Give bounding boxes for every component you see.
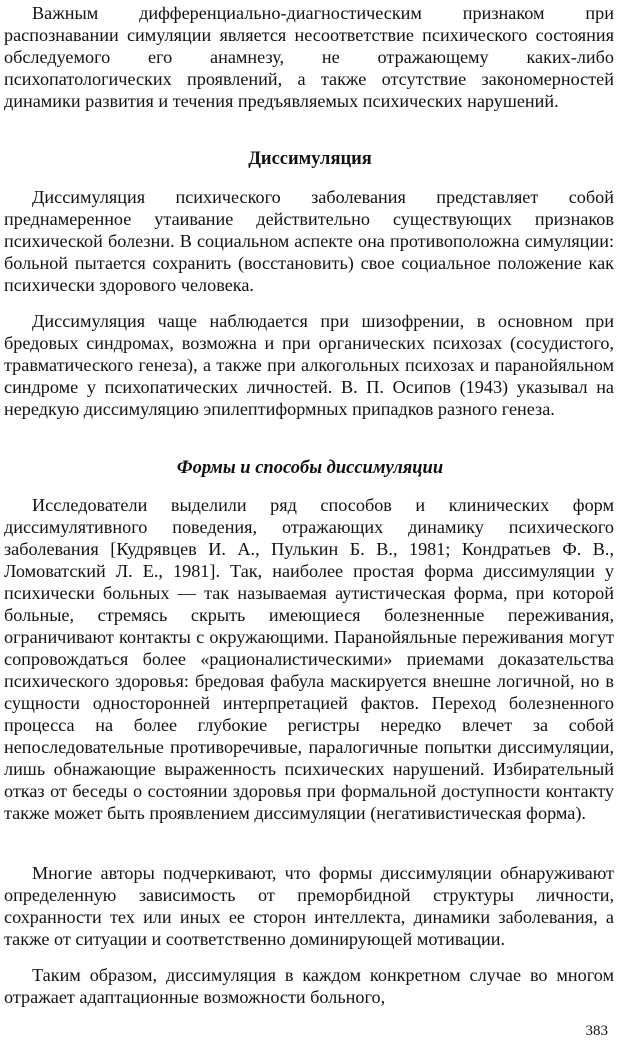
paragraph-forms-research: Исследователи выделили ряд способов и клинических форм диссимулятивного поведения, отражающих динамику психического заболевания [Кудрявцев И. А., Пулькин Б. В., 1981; Кондратьев Ф. В., Ломоватский Л. Е., 1981]. Так, наиболее простая форма диссимуляции у психически больных — так называемая аутистическая форма, при которой больные, стремясь скрыть имеющиеся болезненные переживания, ограничивают контакты с окружающими. Паранойяльные переживания могут сопровождаться более «рационалистическими» приемами доказательства психического здоровья: бредовая фабула маскируется внешне логичной, но в сущности односторонней интерпретацией фактов. Переход болезненного процесса на более глубокие регистры нередко влечет за собой непоследовательные противоречивые, паралогичные попытки диссимуляции, лишь обнажающие выраженность психических нарушений. Избирательный отказ от беседы о состоянии здоровья при формальной доступности контакту также может быть проявлением диссимуляции (негативистическая форма). bbox=[4, 495, 614, 823]
paragraph-dissimulation-occurrence: Диссимуляция чаще наблюдается при шизофрении, в основном при бредовых синдромах, возможна и при органических психозах (сосудистого, травматического генеза), а также при алкогольных психозах и паранойяльном синдроме у психопатических личностей. В. П. Осипов (1943) указывал на нередкую диссимуляцию эпилептиформных припадков разного генеза. bbox=[4, 311, 614, 419]
section-heading: Диссимуляция bbox=[248, 149, 372, 169]
page-number: 383 bbox=[585, 1023, 608, 1039]
paragraph-simulation-diagnosis: Важным дифференциально-диагностическим признаком при распознавании симуляции является несоответствие психического состояния обследуемого его анамнезу, не отражающему каких-либо психопатологических проявлений, а также отсутствие закономерностей динамики развития и течения предъявляемых психических нарушений. bbox=[4, 3, 614, 111]
subsection-heading: Формы и способы диссимуляции bbox=[176, 458, 444, 478]
paragraph-dissimulation-definition: Диссимуляция психического заболевания представляет собой преднамеренное утаивание действительно существующих признаков психической болезни. В социальном аспекте она противоположна симуляции: больной пытается сохранить (восстановить) свое социальное положение как психически здорового человека. bbox=[4, 187, 614, 295]
paragraph-forms-dependency: Многие авторы подчеркивают, что формы диссимуляции обнаруживают определенную зависимость от преморбидной структуры личности, сохранности тех или иных ее сторон интеллекта, динамики заболевания, а также от ситуации и соответственно доминирующей мотивации. bbox=[4, 863, 614, 949]
paragraph-conclusion: Таким образом, диссимуляция в каждом конкретном случае во многом отражает адаптационные возможности больного, bbox=[4, 965, 614, 1007]
